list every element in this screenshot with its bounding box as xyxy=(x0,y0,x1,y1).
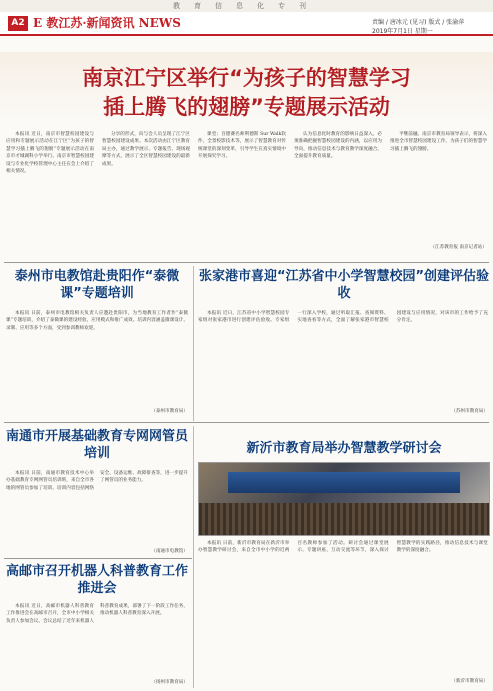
divider xyxy=(4,558,192,559)
article-nantong-source: （南通市电教馆） xyxy=(151,549,188,554)
editor-meta: 责编 / 唐冰元 (见习) 版式 / 张渝萍 xyxy=(372,19,465,26)
article-zhangjiagang-source: （苏州市教育局） xyxy=(451,409,488,414)
article-taizhou-body: 本报讯 日前，泰州市电教馆相关负责人应邀赴贵阳市，为当地教育工作者作“泰微课”专题培训，介绍了泰微课的建设经验、应用模式和推广成效。培训内容涵盖微课设计、录制、应用等多个方面，受到参训教师欢迎。 xyxy=(6,311,188,331)
article-xinyi-title: 新沂市教育局举办智慧教学研讨会 xyxy=(246,441,442,456)
lead-column-3: 课堂；百德赛名师利德斯 Sur Walk软件，全景校影技术等，展示了智慧教育对传统课堂的深刻变革，引导学生在真实情境中开展探究学习。 xyxy=(198,132,286,160)
date-meta: 2019年7月1日 星期一 xyxy=(372,28,433,35)
article-zhangjiagang-title: 张家港市喜迎“江苏省中小学智慧校园”创建评估验收 xyxy=(198,269,490,301)
divider xyxy=(4,422,489,423)
photo-audience xyxy=(199,503,489,535)
lead-column-1: 本报讯 近日，南京市智慧校园建设与应用和专题展示活动在江宁区“为孩子的智慧学习插上腾飞的翅膀”专题展示活动在南京市才城湖科小学举行。南京市智慧校园建设与专业化学校管理中心主任在会上介绍了相关情况。 xyxy=(6,132,94,175)
photo-stage xyxy=(228,472,460,494)
lead-column-4: 认为信息化时教育的影响日益深入，必须准确把握智慧校园建设的内涵，以应用为导向，推动信息技术与教育教学深度融合，全面提升教育质量。 xyxy=(294,132,382,160)
article-gaoyou-title: 高邮市召开机器人科普教育工作推进会 xyxy=(5,564,188,596)
vertical-divider xyxy=(193,426,194,688)
lead-source: （江苏教育报 南京记者站） xyxy=(430,245,487,250)
divider xyxy=(4,262,489,263)
article-gaoyou-source: （扬州市教育局） xyxy=(151,680,188,685)
masthead-slogan: 教育信息化专刊 xyxy=(173,2,320,10)
article-zhangjiagang-body: 本报讯 近日，江苏省中小学智慧校园专家组对张家港市进行创建评估验收。专家组一行深入学校，通过听取汇报、查阅资料、实地查看等方式，全面了解张家港市智慧校园建设与应用情况，对该市的工作给予了充分肯定。 xyxy=(198,311,488,324)
article-xinyi-body: 本报讯 日前，新沂市教育局在新沂市举办智慧教学研讨会，来自全市中小学的近两百名教师参加了活动。研讨会通过课堂展示、专题讲座、互动交流等环节，深入探讨智慧教学的实践路径，推动信息技术与课堂教学的深度融合。 xyxy=(198,541,488,554)
article-nantong-body: 本报讯 日前，南通市教育技术中心举办基础教育专网网管员培训班，来自全市各地的网管员参加了培训。培训内容包括网络安全、设备运维、故障排查等，进一步提升了网管员的业务能力。 xyxy=(6,471,188,491)
section-name: E 教江苏·新闻资讯 NEWS xyxy=(33,16,181,30)
article-taizhou-title: 泰州市电教馆赴贵阳作“泰微课”专题培训 xyxy=(14,269,180,301)
article-nantong-title: 南通市开展基础教育专网网管员培训 xyxy=(5,429,188,461)
conference-photo xyxy=(198,462,490,536)
lead-headline-line2: 插上腾飞的翅膀”专题展示活动 xyxy=(103,95,390,119)
article-xinyi-source: （新沂市教育局） xyxy=(451,679,488,684)
masthead-strip xyxy=(0,12,493,36)
article-taizhou-source: （泰州市教育局） xyxy=(151,409,188,414)
page-code-badge: A2 xyxy=(8,16,28,31)
vertical-divider xyxy=(193,266,194,421)
lead-column-2: 分享的形式，向与会人员呈现了江宁区智慧校园建设成果。本次活动由江宁区教育局主办，通过教学展示、专题报告、现场观摩等方式，展示了全区智慧校园建设的最新成果。 xyxy=(102,132,190,167)
article-gaoyou-body: 本报讯 近日，高邮市机器人科普教育工作推进会在高邮市召开，全市中小学相关负责人参加会议。会议总结了近年来机器人科普教育成果，部署了下一阶段工作任务，推动机器人科普教育深入开展。 xyxy=(6,604,188,624)
lead-headline-line1: 南京江宁区举行“为孩子的智慧学习 xyxy=(82,66,411,90)
lead-column-5: 平继前融。南京市教育局领导表示，将深入推进全市智慧校园建设工作，为孩子们的智慧学习插上腾飞的翅膀。 xyxy=(390,132,487,152)
